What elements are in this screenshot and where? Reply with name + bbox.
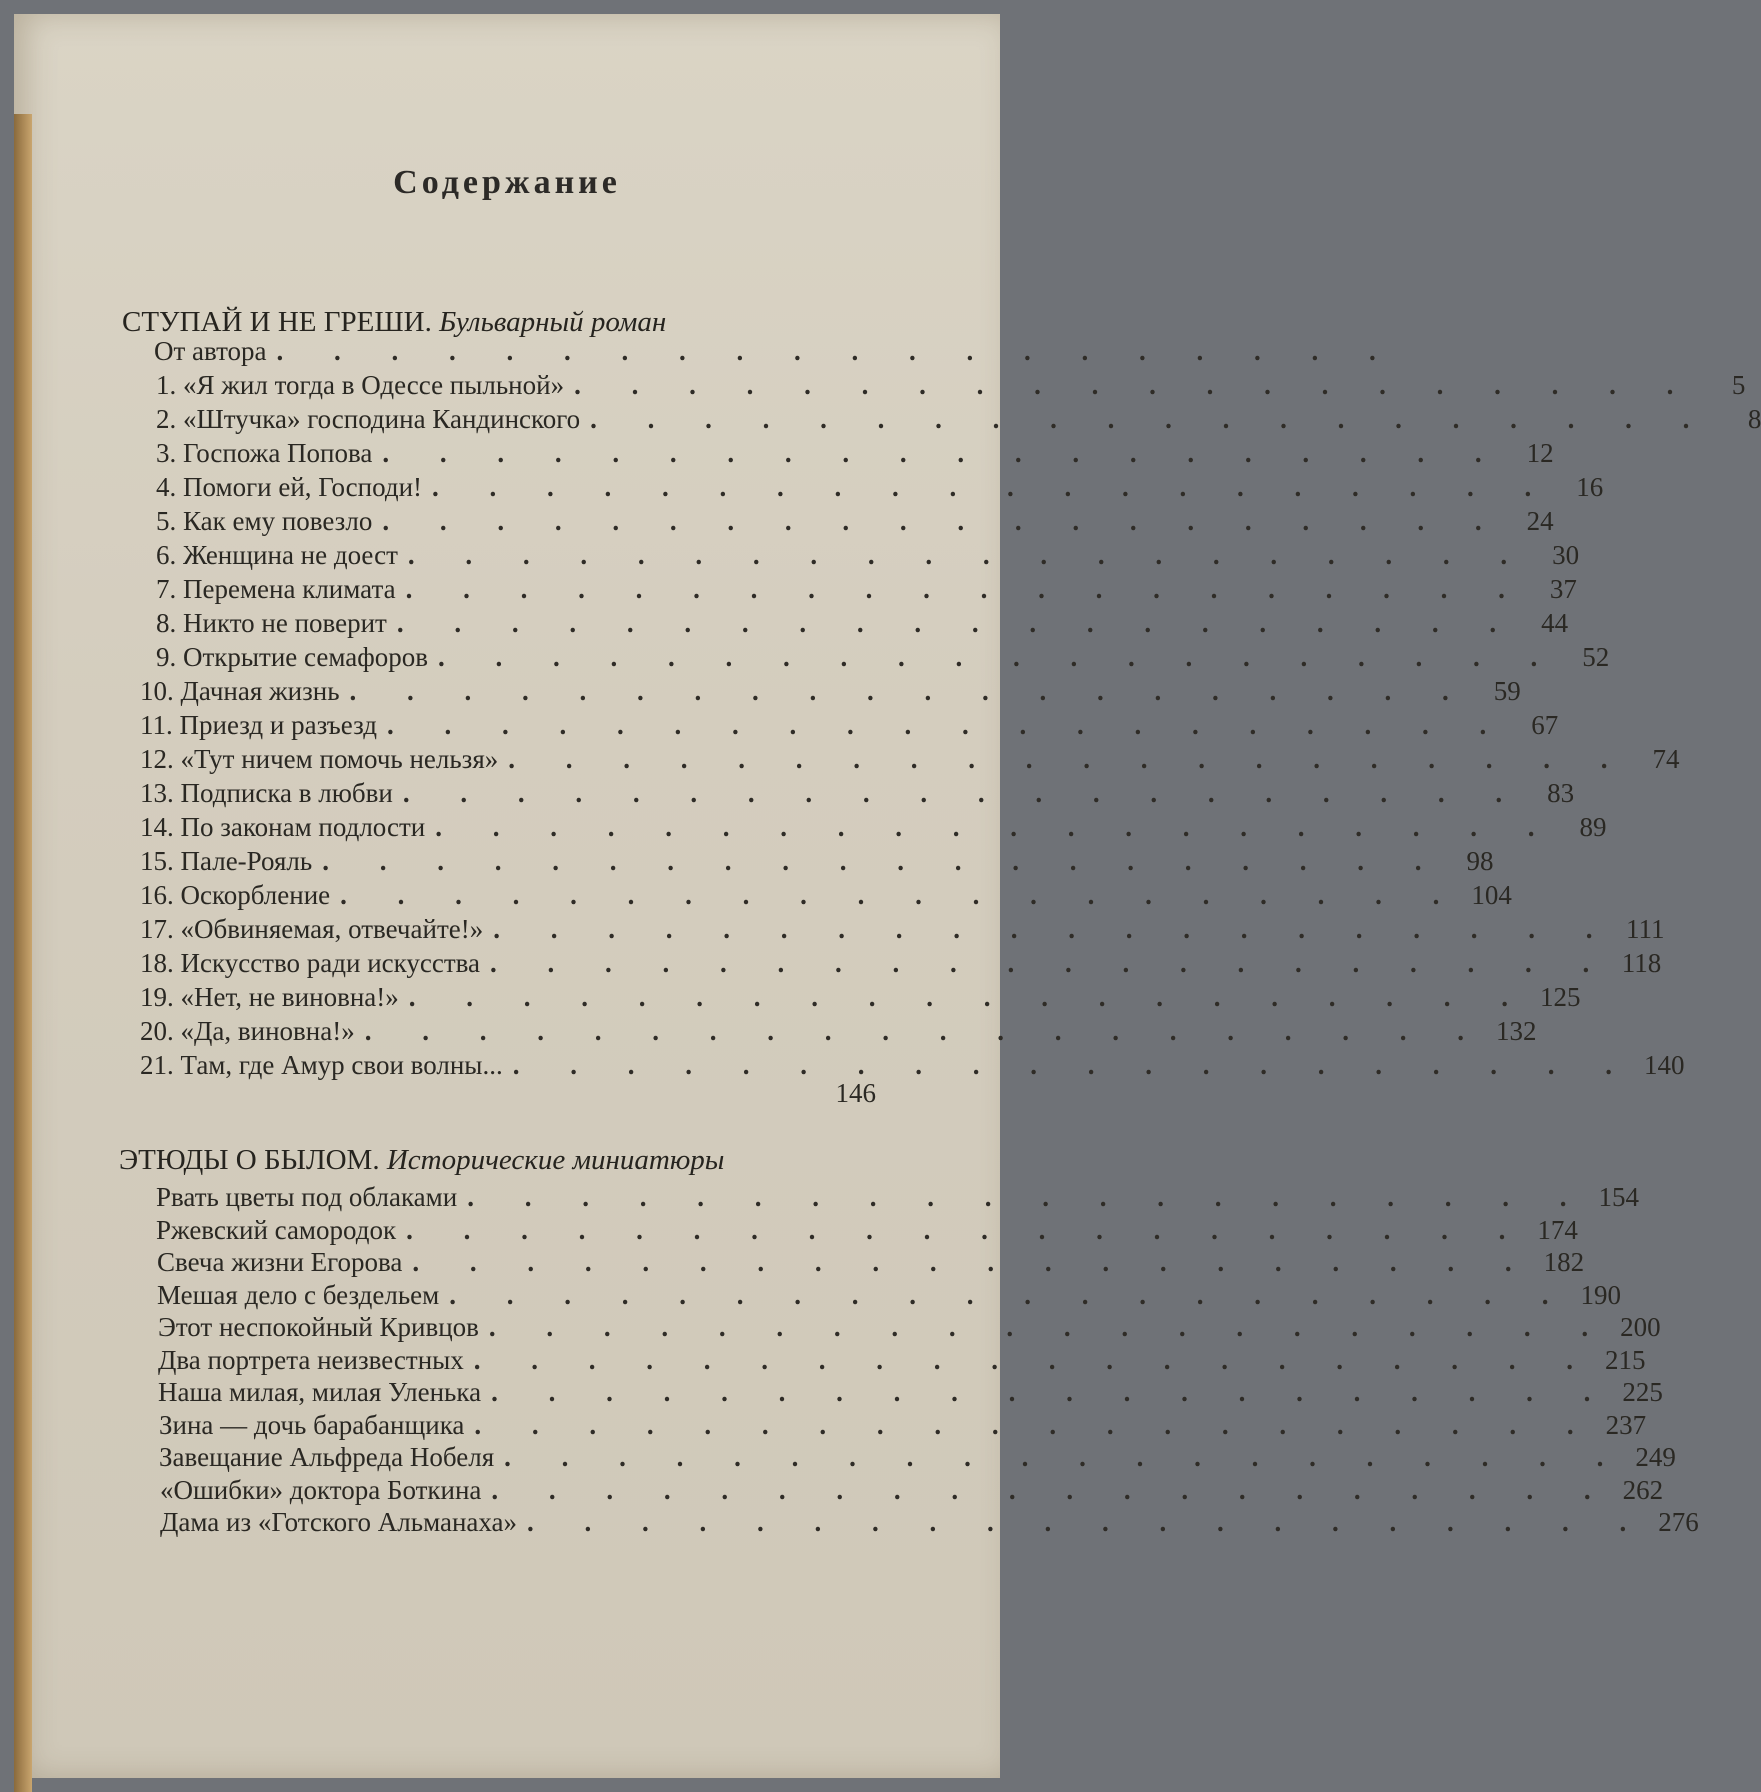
toc-entry-title: 7. Перемена климата [156, 574, 396, 604]
dot-leader: . . . . . . . . . . . . . . . . . . . . [435, 812, 1557, 842]
toc-entry-page: 12 [1526, 438, 1554, 468]
toc-entry-title: Завещание Альфреда Нобеля [159, 1442, 495, 1472]
toc-trailing-page [614, 1078, 876, 1108]
section-heading-1 [122, 306, 666, 339]
dot-leader: . . . . . . . . . . . . . . . . . . . . [387, 710, 1509, 740]
dot-leader: . . . . . . . . . . . . . . . . . . . . [527, 1507, 1649, 1537]
toc-entry-page: 8 [1747, 404, 1761, 434]
toc-entry-page: 125 [1540, 982, 1581, 1012]
dot-leader: . . . . . . . . . . . . . . . . . . . . [574, 370, 1696, 400]
toc-entry-page: 59 [1493, 676, 1521, 706]
toc-entry [156, 1182, 1639, 1212]
dot-leader: . . . . . . . . . . . . . . . . . . . . [488, 1312, 1611, 1342]
toc-entry-title: 20. «Да, виновна!» [140, 1016, 355, 1046]
section-subtitle: Исторические миниатюры [386, 1144, 725, 1176]
toc-entry [157, 1247, 1585, 1277]
toc-entry [140, 812, 1607, 842]
toc-entry-title: 19. «Нет, не виновна!» [140, 982, 399, 1012]
dot-leader: . . . . . . . . . . . . . . . . . . . . [408, 982, 1531, 1012]
toc-entry-title: Ржевский самородок [156, 1214, 397, 1245]
toc-entry-title: 13. Подписка в любви [140, 778, 393, 808]
toc-entry-title: Рвать цветы под облаками [156, 1182, 458, 1212]
toc-entry [156, 574, 1577, 604]
toc-entry-title: 21. Там, где Амур свои волны... [140, 1050, 503, 1080]
toc-entry-page: 132 [1495, 1016, 1537, 1046]
toc-entry [156, 608, 1569, 638]
toc-entry-title: 4. Помоги ей, Господи! [156, 472, 423, 502]
toc-entry-title: «Ошибки» доктора Боткина [160, 1474, 482, 1505]
toc-entry-page: 276 [1658, 1507, 1699, 1537]
toc-entry-page: 30 [1552, 540, 1580, 570]
toc-entry [140, 1016, 1537, 1046]
dot-leader: . . . . . . . . . . . . . . . . . . . . [412, 1247, 1534, 1277]
dot-leader: . . . . . . . . . . . . . . . . . . . . [491, 1377, 1613, 1407]
toc-entry-title: 5. Как ему повезло [156, 506, 373, 536]
page-title: Содержание [393, 164, 621, 201]
dot-leader: . . . . . . . . . . . . . . . . . . . . [340, 880, 1462, 910]
dot-leader: . . . . . . . . . . . . . . . . . . . . [449, 1279, 1571, 1310]
toc-entry [158, 1344, 1646, 1375]
dot-leader: . . . . . . . . . . . . . . . . . . . . [490, 948, 1612, 978]
toc-entry [156, 506, 1554, 536]
toc-entry [140, 710, 1559, 740]
toc-entry-page: 16 [1576, 472, 1604, 502]
toc-entry-page: 24 [1526, 506, 1554, 536]
toc-entry-title: 9. Открытие семафоров [156, 642, 428, 672]
toc-entry [156, 438, 1554, 468]
toc-entry-page: 44 [1541, 608, 1569, 638]
toc-entry-page: 5 [1731, 370, 1746, 400]
toc-entry-page: 98 [1466, 846, 1494, 876]
toc-entry [154, 336, 1398, 366]
section-subtitle: Бульварный роман [439, 306, 667, 338]
dot-leader: . . . . . . . . . . . . . . . . . . . . [349, 676, 1471, 706]
toc-entry-page: 215 [1605, 1344, 1646, 1375]
dot-leader: . . . . . . . . . . . . . . . . . . . . [406, 1214, 1528, 1245]
dot-leader: . . . . . . . . . . . . . . . . . . . . [364, 1016, 1486, 1046]
toc-entry-title: От автора [154, 336, 267, 366]
dot-leader: . . . . . . . . . . . . . . . . . . . . [407, 540, 1530, 570]
toc-entry-page: 52 [1582, 642, 1610, 672]
dot-leader: . . . . . . . . . . . . . . . . . . . . [402, 778, 1525, 808]
toc-entry-title: 10. Дачная жизнь [140, 676, 340, 706]
section-heading-2 [119, 1144, 724, 1177]
book-spine-edge [14, 114, 32, 1792]
toc-entry [140, 778, 1575, 808]
toc-entry-title: Дама из «Готского Альманаха» [160, 1507, 518, 1537]
toc-entry [140, 982, 1581, 1012]
toc-entry-title: Зина — дочь барабанщика [159, 1409, 465, 1440]
toc-entry-page: 174 [1537, 1214, 1578, 1245]
toc-entry-page: 89 [1579, 812, 1607, 842]
toc-entry-title: 3. Госпожа Попова [156, 438, 373, 468]
toc-entry-title: 2. «Штучка» господина Кандинского [156, 404, 581, 434]
dot-leader: . . . . . . . . . . . . . . . . . . . . [276, 336, 1398, 366]
toc-entry-page: 249 [1635, 1442, 1676, 1472]
toc-entry-page: 190 [1580, 1279, 1621, 1310]
toc-entry-page: 111 [1625, 914, 1665, 944]
toc-entry [156, 370, 1746, 400]
toc-entry-title: 1. «Я жил тогда в Одессе пыльной» [156, 370, 565, 400]
dot-leader: . . . . . . . . . . . . . . . . . . . . [405, 574, 1527, 604]
toc-entry-title: 12. «Тут ничем помочь нельзя» [140, 744, 499, 774]
toc-entry-title: Мешая дело с бездельем [157, 1279, 440, 1310]
toc-entry-title: 15. Пале-Рояль [140, 846, 313, 876]
toc-entry-page: 83 [1547, 778, 1575, 808]
toc-entry-title: 17. «Обвиняемая, отвечайте!» [140, 914, 484, 944]
toc-entry-title: Два портрета неизвестных [158, 1344, 464, 1375]
toc-entry [160, 1474, 1664, 1505]
dot-leader: . . . . . . . . . . . . . . . . . . . . [493, 914, 1615, 944]
toc-entry [159, 1442, 1676, 1472]
toc-entry-page: 37 [1549, 574, 1577, 604]
toc-entry-title: 11. Приезд и разъезд [140, 710, 378, 740]
toc-entry-title: 8. Никто не поверит [156, 608, 387, 638]
toc-entry-page: 74 [1652, 744, 1680, 774]
toc-entry-title: 16. Оскорбление [140, 880, 331, 910]
toc-entry-page: 146 [835, 1078, 876, 1108]
section-title: СТУПАЙ И НЕ ГРЕШИ. [122, 306, 432, 338]
toc-entry-page: 118 [1621, 948, 1662, 978]
toc-entry-page: 67 [1531, 710, 1559, 740]
toc-entry [140, 846, 1494, 876]
toc-entry-page: 154 [1598, 1182, 1639, 1212]
toc-entry-title: 6. Женщина не доест [156, 540, 398, 570]
toc-entry [140, 744, 1680, 774]
toc-entry [140, 948, 1662, 978]
dot-leader: . . . . . . . . . . . . . . . . . . . . [467, 1182, 1589, 1212]
toc-entry [156, 1214, 1578, 1245]
dot-leader: . . . . . . . . . . . . . . . . . . . . [382, 506, 1504, 536]
dot-leader: . . . . . . . . . . . . . . . . . . . . [504, 1442, 1626, 1472]
dot-leader: . . . . . . . . . . . . . . . . . . . . [491, 1474, 1613, 1505]
toc-entry-title: Этот неспокойный Кривцов [158, 1312, 479, 1342]
toc-entry [158, 1377, 1663, 1407]
dot-leader: . . . . . . . . . . . . . . . . . . . . [473, 1344, 1596, 1375]
toc-entry-page: 200 [1620, 1312, 1661, 1342]
toc-entry-page: 262 [1622, 1474, 1664, 1505]
dot-leader: . . . . . . . . . . . . . . . . . . . . [474, 1409, 1596, 1440]
toc-entry-page: 182 [1543, 1247, 1585, 1277]
dot-leader: . . . . . . . . . . . . . . . . . . . . [322, 846, 1444, 876]
toc-entry-page: 104 [1471, 880, 1512, 910]
toc-entry [159, 1409, 1647, 1440]
dot-leader: . . . . . . . . . . . . . . . . . . . . [590, 404, 1712, 434]
toc-entry [140, 1050, 1685, 1080]
dot-leader: . . . . . . . . . . . . . . . . . . . . [508, 744, 1630, 774]
toc-entry [157, 1279, 1621, 1310]
toc-entry-page: 225 [1622, 1377, 1663, 1407]
toc-entry-title: Свеча жизни Егорова [157, 1247, 403, 1277]
toc-entry [140, 914, 1665, 944]
toc-entry [156, 540, 1580, 570]
toc-entry-page: 237 [1605, 1409, 1647, 1440]
dot-leader: . . . . . . . . . . . . . . . . . . . . [382, 438, 1504, 468]
toc-entry-page: 140 [1643, 1050, 1685, 1080]
dot-leader: . . . . . . . . . . . . . . . . . . . . [437, 642, 1560, 672]
toc-entry [140, 676, 1521, 706]
dot-leader: . . . . . . . . . . . . . . . . . . . . [432, 472, 1554, 502]
toc-entry [156, 472, 1604, 502]
toc-entry [160, 1507, 1699, 1537]
toc-entry [156, 404, 1761, 434]
toc-entry-title: 18. Искусство ради искусства [140, 948, 481, 978]
toc-entry [158, 1312, 1661, 1342]
dot-leader: . . . . . . . . . . . . . . . . . . . . [396, 608, 1519, 638]
toc-entry [140, 880, 1512, 910]
toc-entry-title: 14. По законам подлости [140, 812, 426, 842]
toc-entry [156, 642, 1610, 672]
section-title: ЭТЮДЫ О БЫЛОМ. [119, 1144, 380, 1176]
toc-entry-title: Наша милая, милая Уленька [158, 1377, 482, 1407]
book-page [14, 14, 1761, 1778]
dot-leader: . . . . . . . . . . . . . . . . . . . . [512, 1050, 1634, 1080]
